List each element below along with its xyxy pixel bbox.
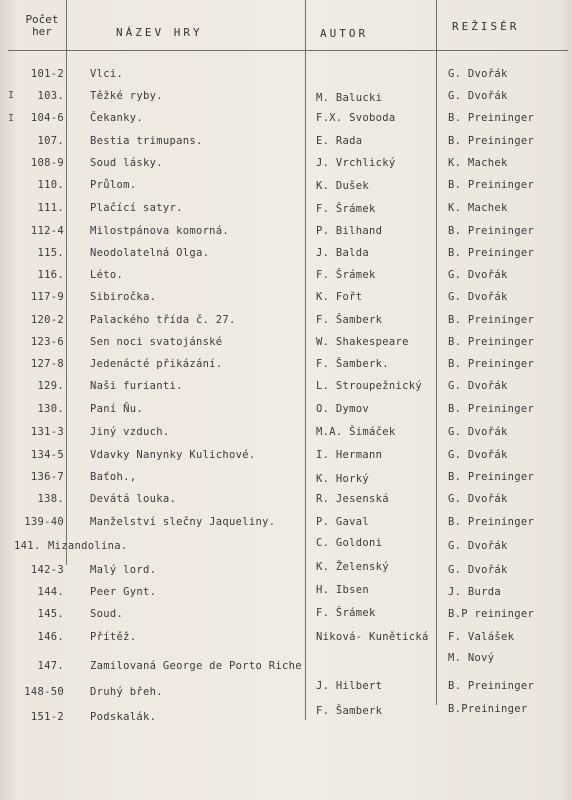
row-author: M.A. Šimáček [316, 426, 396, 438]
row-author: F. Šrámek [316, 269, 376, 281]
row-director: G. Dvořák [448, 564, 508, 576]
row-author: I. Hermann [316, 449, 383, 461]
row-count: 142-3 [30, 564, 64, 576]
row-author: K. Horký [316, 473, 369, 485]
row-count: 107. [37, 135, 64, 147]
row-director: K. Machek [448, 202, 508, 214]
row-count: 103. [37, 90, 64, 102]
row-author: P. Gaval [316, 516, 369, 528]
row-count: 144. [37, 586, 64, 598]
row-title: Manželství slečny Jaqueliny. [90, 516, 276, 528]
row-count: 151-2 [30, 711, 64, 723]
row-director: G. Dvořák [448, 493, 508, 505]
row-director: G. Dvořák [448, 426, 508, 438]
row-title: Těžké ryby. [90, 90, 163, 102]
row-director: B. Preininger [448, 135, 535, 147]
row-author: L. Stroupežnický [316, 380, 422, 392]
row-title: Čekanky. [90, 112, 143, 124]
row-title: Soud lásky. [90, 157, 163, 169]
row-director: B. Preininger [448, 680, 535, 692]
row-count: 117-9 [30, 291, 64, 303]
row-title: Sen noci svatojánské [90, 336, 223, 348]
row-title: Milostpánova komorná. [90, 225, 230, 237]
row-director: G. Dvořák [448, 291, 508, 303]
row-title: Vlci. [90, 68, 124, 80]
row-count: 104-6 [30, 112, 64, 124]
row-director: M. Nový [448, 652, 495, 664]
row-author: F. Šamberk [316, 314, 383, 326]
row-title: Jedenácté přikázání. [90, 358, 223, 370]
row-count: 136-7 [30, 471, 64, 483]
row-title: Naši furianti. [90, 380, 183, 392]
row-director: B. Preininger [448, 179, 535, 191]
row-count: 131-3 [30, 426, 64, 438]
row-author: J. Vrchlický [316, 157, 396, 169]
row-title: Druhý břeh. [90, 686, 163, 698]
row-author: F. Šamberk. [316, 358, 389, 370]
row-director: B. Preininger [448, 225, 535, 237]
row-author: J. Hilbert [316, 680, 383, 692]
row-title: Neodolatelná Olga. [90, 247, 210, 259]
row-count: 146. [37, 631, 64, 643]
row-count: 139-40 [24, 516, 64, 528]
row-title: Baťoh., [90, 471, 137, 483]
row-director: B. Preininger [448, 247, 535, 259]
row-author: P. Bilhand [316, 225, 383, 237]
row-count: 141. [14, 540, 41, 552]
row-author: F. Šrámek [316, 203, 376, 215]
row-count: 130. [37, 403, 64, 415]
header-count: Počet her [25, 13, 59, 38]
row-author: F.X. Svoboda [316, 112, 396, 124]
row-director: B. Preininger [448, 471, 535, 483]
row-author: F. Šamberk [316, 705, 383, 717]
column-divider-title [305, 0, 306, 720]
row-director: B.Preininger [448, 703, 528, 715]
row-author: Niková- Kunětická [316, 631, 429, 643]
row-title: Průlom. [90, 179, 137, 191]
row-director: G. Dvořák [448, 449, 508, 461]
row-director: G. Dvořák [448, 380, 508, 392]
row-title: Vdavky Nanynky Kulichové. [90, 449, 256, 461]
row-count: 127-8 [30, 358, 64, 370]
row-title: Mizandolina. [48, 540, 128, 552]
row-count: 145. [37, 608, 64, 620]
row-title: Zamilovaná George de Porto Riche [90, 660, 302, 672]
row-title: Peer Gynt. [90, 586, 157, 598]
row-title: Plačící satyr. [90, 202, 183, 214]
row-director: B. Preininger [448, 314, 535, 326]
row-director: B.P reininger [448, 608, 535, 620]
row-count: 111. [37, 202, 64, 214]
row-director: B. Preininger [448, 358, 535, 370]
row-title: Přítěž. [90, 631, 137, 643]
row-director: B. Preininger [448, 112, 535, 124]
margin-mark: I [8, 90, 15, 101]
row-author: M. Balucki [316, 92, 383, 104]
row-count: 129. [37, 380, 64, 392]
row-author: O. Dymov [316, 403, 369, 415]
row-title: Paní Ňu. [90, 403, 143, 415]
row-title: Jiný vzduch. [90, 426, 170, 438]
row-title: Malý lord. [90, 564, 157, 576]
row-count: 110. [37, 179, 64, 191]
row-director: B. Preininger [448, 516, 535, 528]
header-author: AUTOR [320, 27, 369, 40]
row-title: Podskalák. [90, 711, 157, 723]
row-author: F. Šrámek [316, 607, 376, 619]
row-count: 115. [37, 247, 64, 259]
row-author: R. Jesenská [316, 493, 389, 505]
row-count: 138. [37, 493, 64, 505]
row-author: W. Shakespeare [316, 336, 409, 348]
row-director: G. Dvořák [448, 68, 508, 80]
row-author: C. Goldoni [316, 537, 383, 549]
row-author: H. Ibsen [316, 584, 369, 596]
row-title: Devátá louka. [90, 493, 177, 505]
row-author: J. Balda [316, 247, 369, 259]
row-director: J. Burda [448, 586, 501, 598]
header-director: REŽISÉR [452, 20, 520, 33]
header-title: NÁZEV HRY [116, 26, 203, 39]
row-author: K. Dušek [316, 180, 369, 192]
row-count: 148-50 [24, 686, 64, 698]
row-director: G. Dvořák [448, 269, 508, 281]
row-author: K. Želenský [316, 561, 389, 573]
row-count: 101-2 [30, 68, 64, 80]
row-count: 112-4 [30, 225, 64, 237]
row-title: Palackého třída č. 27. [90, 314, 236, 326]
row-count: 108-9 [30, 157, 64, 169]
row-count: 134-5 [30, 449, 64, 461]
row-count: 147. [37, 660, 64, 672]
row-director: G. Dvořák [448, 90, 508, 102]
row-author: E. Rada [316, 135, 363, 147]
column-divider-count [66, 0, 67, 565]
row-director: B. Preininger [448, 403, 535, 415]
row-title: Léto. [90, 269, 124, 281]
row-director: G. Dvořák [448, 540, 508, 552]
row-count: 120-2 [30, 314, 64, 326]
row-director: B. Preininger [448, 336, 535, 348]
header-rule [8, 50, 568, 51]
row-title: Bestia trimupans. [90, 135, 203, 147]
row-count: 123-6 [30, 336, 64, 348]
row-title: Sibiročka. [90, 291, 157, 303]
column-divider-author [436, 0, 437, 705]
row-author: K. Fořt [316, 291, 363, 303]
row-director: F. Valášek [448, 631, 515, 643]
margin-mark: I [8, 113, 15, 124]
row-director: K. Machek [448, 157, 508, 169]
row-count: 116. [37, 269, 64, 281]
row-title: Soud. [90, 608, 124, 620]
